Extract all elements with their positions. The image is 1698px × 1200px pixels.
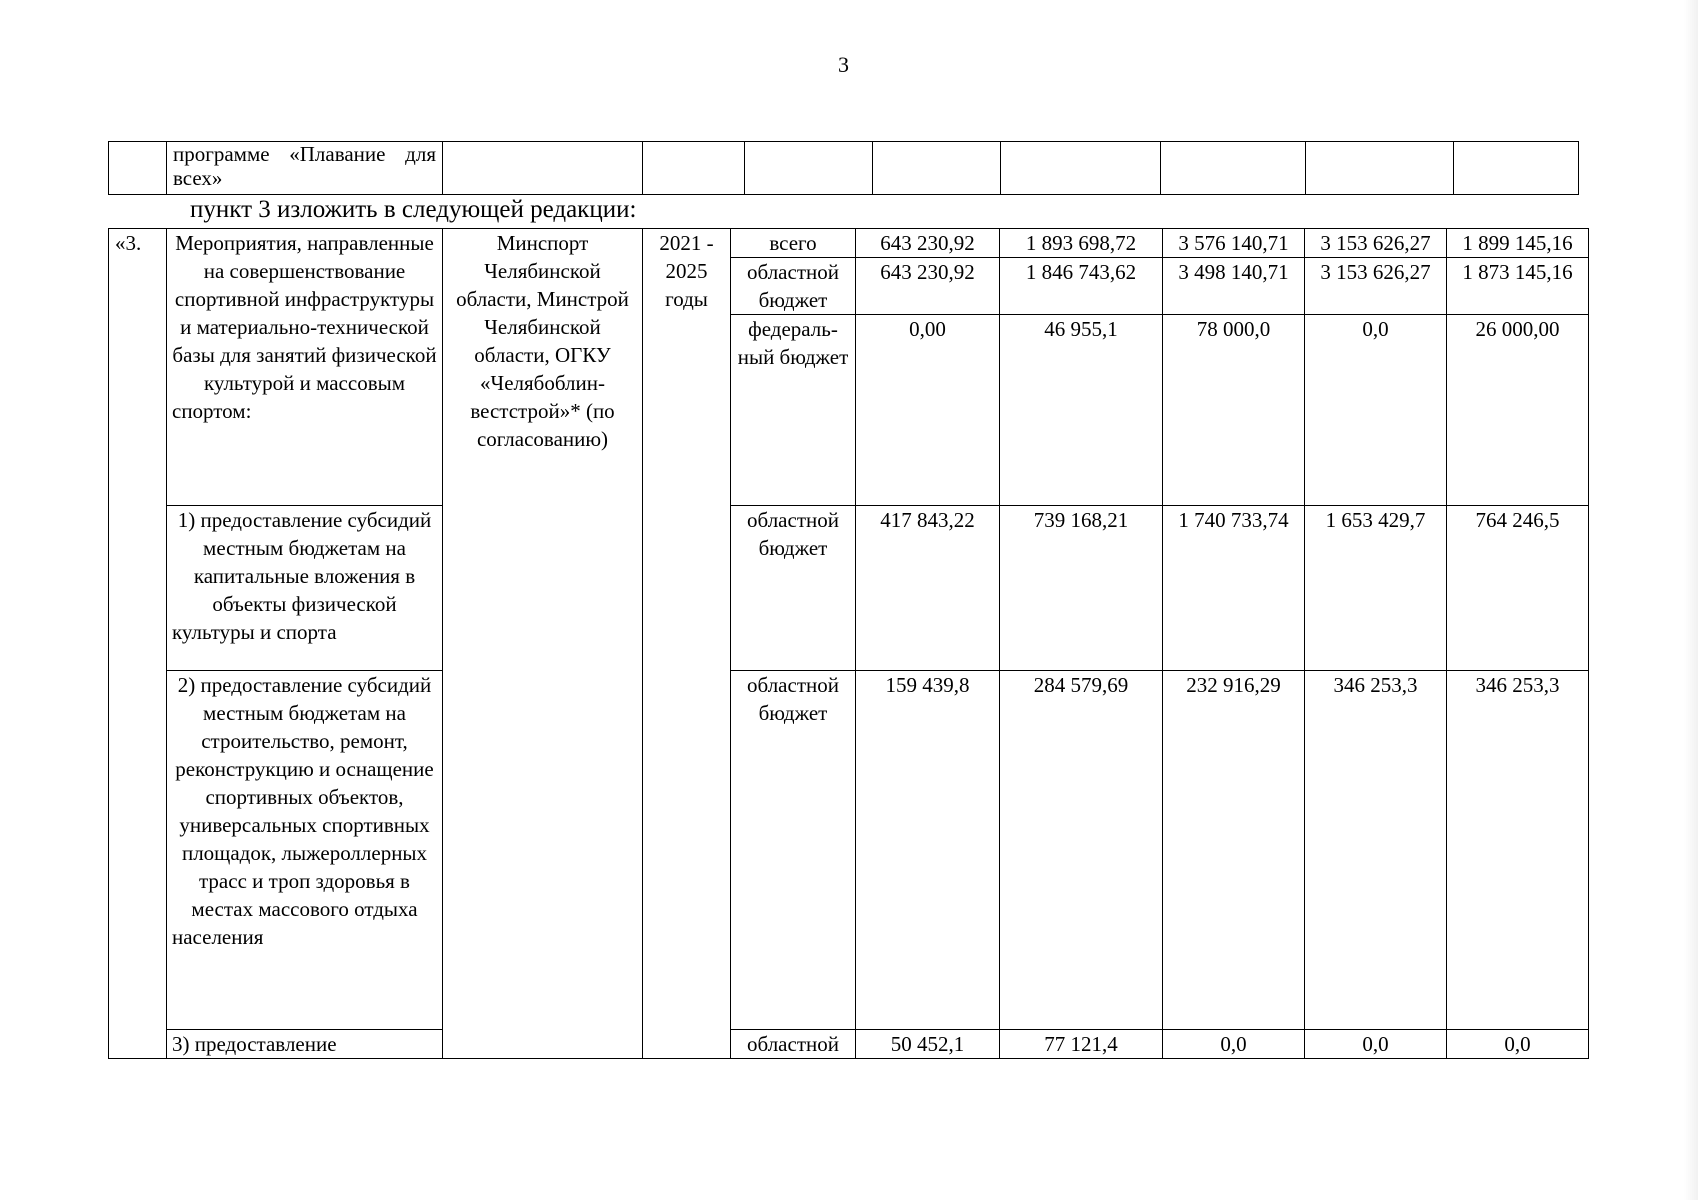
cell-value: 0,0 [1305,315,1447,506]
cell-value: 643 230,92 [856,229,1000,258]
cell-value: 346 253,3 [1447,671,1589,1030]
cell-value: 346 253,3 [1305,671,1447,1030]
cell-executor [443,671,643,1030]
cell-value: 50 452,1 [856,1030,1000,1059]
cell-period [643,506,731,671]
scan-edge [1684,0,1698,1200]
cell-source: областной бюджет [731,671,856,1030]
cell-value: 284 579,69 [1000,671,1163,1030]
cell-value: 739 168,21 [1000,506,1163,671]
cell-subitem: 3) предоставление [167,1030,443,1059]
table-row [109,506,1589,671]
cell-period [643,671,731,1030]
cell-title: Мероприятия, направленные на совершенствование спортивной инфраструктуры и материально-технической базы для занятий физической культурой и массовым спортом: [167,229,443,506]
cell-value: 3 153 626,27 [1305,229,1447,258]
cell-value: 3 498 140,71 [1163,258,1305,315]
cell-value: 3 576 140,71 [1163,229,1305,258]
cell-value: 417 843,22 [856,506,1000,671]
cell-value: 1 846 743,62 [1000,258,1163,315]
cell-value [1454,142,1579,195]
cell-description: программе «Плавание для всех» [167,142,443,195]
cell-source: всего [731,229,856,258]
cell-value: 46 955,1 [1000,315,1163,506]
cell-value: 643 230,92 [856,258,1000,315]
cell-source: федераль-ный бюджет [731,315,856,506]
table-row [109,1030,1589,1059]
cell-value: 159 439,8 [856,671,1000,1030]
cell-value: 232 916,29 [1163,671,1305,1030]
cell-value: 0,0 [1163,1030,1305,1059]
cell-value [873,142,1001,195]
cell-subitem: 2) предоставление субсидий местным бюджетам на строительство, ремонт, реконструкцию и оснащение спортивных объектов, универсальных спортивных площадок, лыжероллерных трасс и троп здоровья в местах массового отдыха населения [167,671,443,1030]
cell-value: 0,0 [1447,1030,1589,1059]
cell-executor [443,142,643,195]
cell-source [745,142,873,195]
cell-value [1161,142,1306,195]
cell-value: 1 899 145,16 [1447,229,1589,258]
main-table [108,228,1589,1059]
cell-value [1001,142,1161,195]
cell-subitem: 1) предоставление субсидий местным бюджетам на капитальные вложения в объекты физической культуры и спорта [167,506,443,671]
page-number: 3 [838,52,849,77]
cell-value [1306,142,1454,195]
cell-source: областной бюджет [731,506,856,671]
cell-period [643,1030,731,1059]
cell-value: 26 000,00 [1447,315,1589,506]
cell-value: 1 740 733,74 [1163,506,1305,671]
intro-text: пункт 3 изложить в следующей редакции: [190,196,637,223]
cell-value: 764 246,5 [1447,506,1589,671]
cell-index [109,1030,167,1059]
continuation-table [108,141,1579,195]
cell-executor [443,506,643,671]
cell-index [109,671,167,1030]
cell-index: «3. [109,229,167,506]
cell-value: 77 121,4 [1000,1030,1163,1059]
cell-value: 0,0 [1305,1030,1447,1059]
cell-source: областной бюджет [731,258,856,315]
cell-value: 1 653 429,7 [1305,506,1447,671]
table-row [109,671,1589,1030]
table-row [109,142,1579,195]
cell-executor [443,1030,643,1059]
cell-period: 2021 - 2025 годы [643,229,731,506]
cell-period [643,142,745,195]
cell-executor: Минспорт Челябинской области, Минстрой Челябинской области, ОГКУ «Челябоблин-вестстрой»* (по согласованию) [443,229,643,506]
cell-value: 0,00 [856,315,1000,506]
cell-value: 1 893 698,72 [1000,229,1163,258]
cell-index [109,142,167,195]
cell-value: 3 153 626,27 [1305,258,1447,315]
table-row [109,229,1589,258]
cell-source: областной [731,1030,856,1059]
cell-value: 1 873 145,16 [1447,258,1589,315]
cell-value: 78 000,0 [1163,315,1305,506]
cell-index [109,506,167,671]
